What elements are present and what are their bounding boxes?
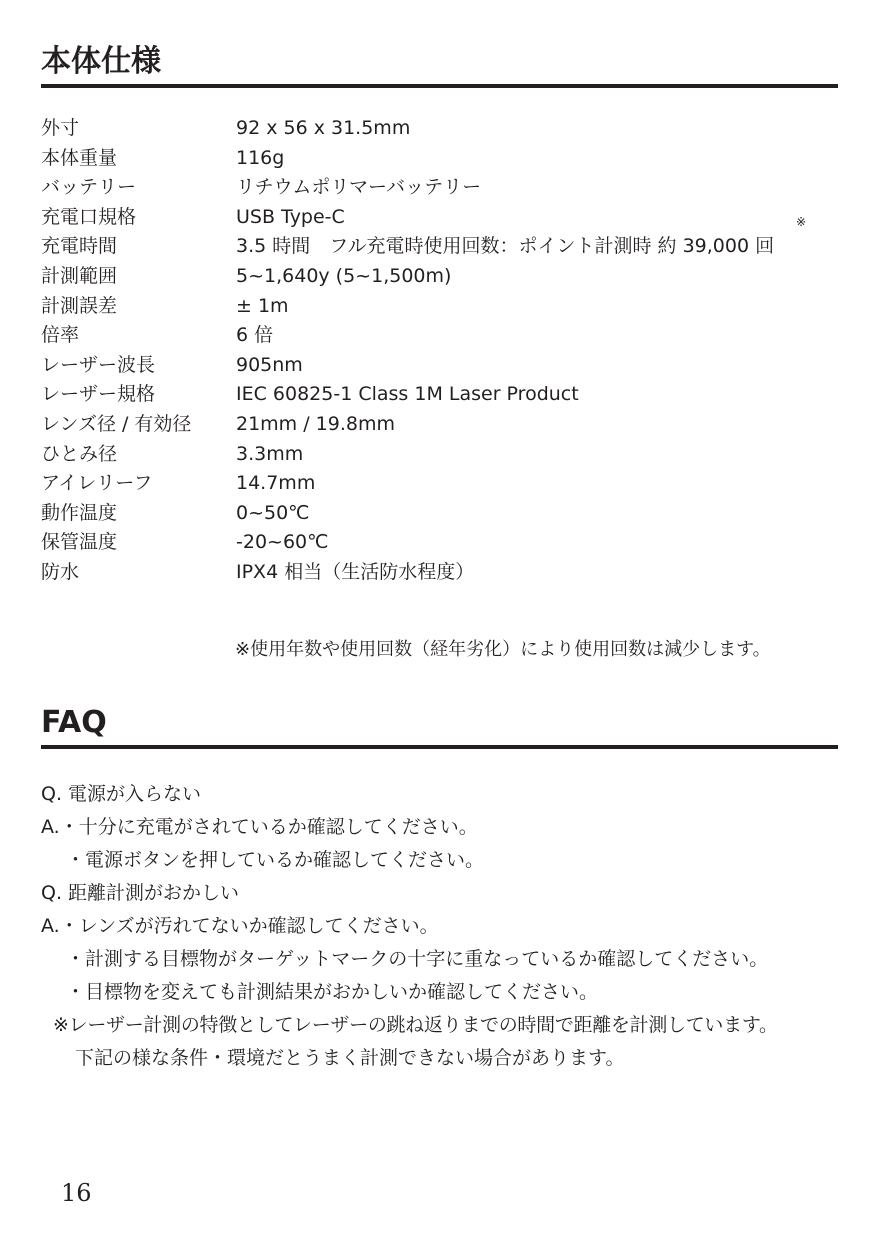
spec-label: アイレリーフ [41,472,153,495]
footnote-mark: ※ [796,215,807,229]
spec-row [41,321,838,351]
faq-answer: ・電源ボタンを押しているか確認してください。 [66,849,485,871]
spec-row [41,528,838,558]
faq-answer: ・計測する目標物がターゲットマークの十字に重なっているか確認してください。 [66,948,769,970]
spec-row [41,380,838,410]
faq-answer: ・目標物を変えても計測結果がおかしいか確認してください。 [66,981,599,1003]
spec-row [41,440,838,470]
spec-label: 防水 [41,560,80,583]
spec-value: 5~1,640y (5~1,500m) [236,264,452,287]
spec-label: 充電口規格 [41,205,137,228]
spec-value: 116g [236,146,285,169]
spec-value: ± 1m [236,294,289,317]
spec-row [41,144,838,174]
faq-question: Q. 電源が入らない [41,783,202,805]
spec-label: 充電時間 [41,235,118,258]
spec-label: 外寸 [41,117,80,139]
spec-value: 21mm / 19.8mm [236,412,395,435]
spec-row [41,292,838,322]
spec-label: レーザー規格 [41,383,156,406]
spec-value: USB Type-C [236,205,345,228]
spec-row [41,173,838,203]
spec-section-heading [41,44,838,88]
page-number: 16 [61,1179,92,1207]
faq-section-heading [41,705,838,749]
spec-value: 6 倍 [236,324,274,347]
faq-answer: A.・レンズが汚れてないか確認してください。 [41,915,439,937]
spec-row [41,114,838,144]
spec-row [41,410,838,440]
spec-value: リチウムポリマーバッテリー [236,176,482,199]
spec-value: 3.3mm [236,442,304,465]
faq-note: 下記の様な条件・環境だとうまく計測できない場合があります。 [75,1047,625,1069]
spec-row [41,558,838,588]
spec-table [41,114,838,588]
faq-question: Q. 距離計測がおかしい [41,882,240,904]
spec-row [41,203,838,233]
spec-value: IPX4 相当（生活防水程度） [236,560,475,583]
spec-label: バッテリー [41,176,137,199]
faq-list [41,778,841,1075]
spec-value: 0~50℃ [236,501,310,524]
spec-label: レーザー波長 [41,353,156,376]
spec-label: 動作温度 [41,501,118,524]
faq-answer: A.・十分に充電がされているか確認してください。 [41,816,478,838]
spec-value: 905nm [236,353,303,376]
spec-value: 3.5 時間 フル充電時使用回数：ポイント計測時 約 39,000 回 [236,235,775,258]
spec-footnote: ※使用年数や使用回数（経年劣化）により使用回数は減少します。 [235,639,771,660]
spec-row [41,351,838,381]
spec-label: 計測誤差 [41,294,118,317]
faq-note: ※レーザー計測の特徴としてレーザーの跳ね返りまでの時間で距離を計測しています。 [53,1014,778,1036]
spec-value: -20~60℃ [236,531,329,554]
spec-row [41,469,838,499]
spec-value: 14.7mm [236,472,316,495]
spec-row [41,232,838,262]
spec-value: 92 x 56 x 31.5mm [236,117,411,139]
spec-label: ひとみ径 [41,442,118,465]
spec-label: 倍率 [41,324,80,347]
faq-title: FAQ [41,705,107,740]
spec-value: IEC 60825-1 Class 1M Laser Product [236,383,579,406]
spec-title: 本体仕様 [41,44,161,79]
spec-row [41,499,838,529]
spec-row [41,262,838,292]
spec-label: 計測範囲 [41,264,118,287]
spec-label: 本体重量 [41,146,118,169]
spec-label: レンズ径 / 有効径 [41,412,192,435]
spec-label: 保管温度 [41,531,118,554]
